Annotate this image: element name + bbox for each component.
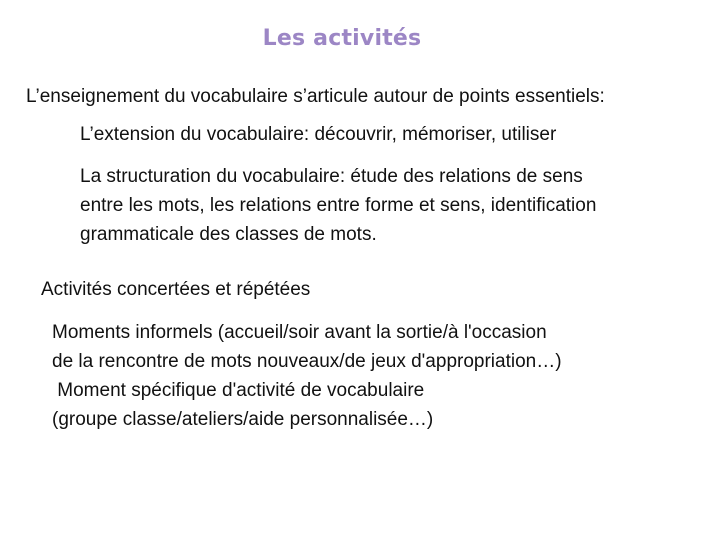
text-line: grammaticale des classes de mots. xyxy=(80,224,377,245)
text-line: L’extension du vocabulaire: découvrir, mémoriser, utiliser xyxy=(80,124,557,145)
text-line: Moment spécifique d'activité de vocabulaire xyxy=(52,380,425,401)
text-line: de la rencontre de mots nouveaux/de jeux d'appropriation…) xyxy=(52,351,562,372)
text-line: Moments informels (accueil/soir avant la sortie/à l'occasion xyxy=(52,322,547,343)
point-vocabulary-extension xyxy=(80,120,556,149)
point-vocabulary-structuring xyxy=(80,162,596,249)
moments-text xyxy=(52,318,562,434)
activities-heading: Activités concertées et répétées xyxy=(41,279,311,300)
text-line: (groupe classe/ateliers/aide personnalisée…) xyxy=(52,409,434,430)
text-line: La structuration du vocabulaire: étude des relations de sens xyxy=(80,166,583,187)
slide-title: Les activités xyxy=(262,26,422,51)
intro-text: L’enseignement du vocabulaire s’articule autour de points essentiels: xyxy=(26,86,605,107)
text-line: entre les mots, les relations entre forme et sens, identification xyxy=(80,195,597,216)
